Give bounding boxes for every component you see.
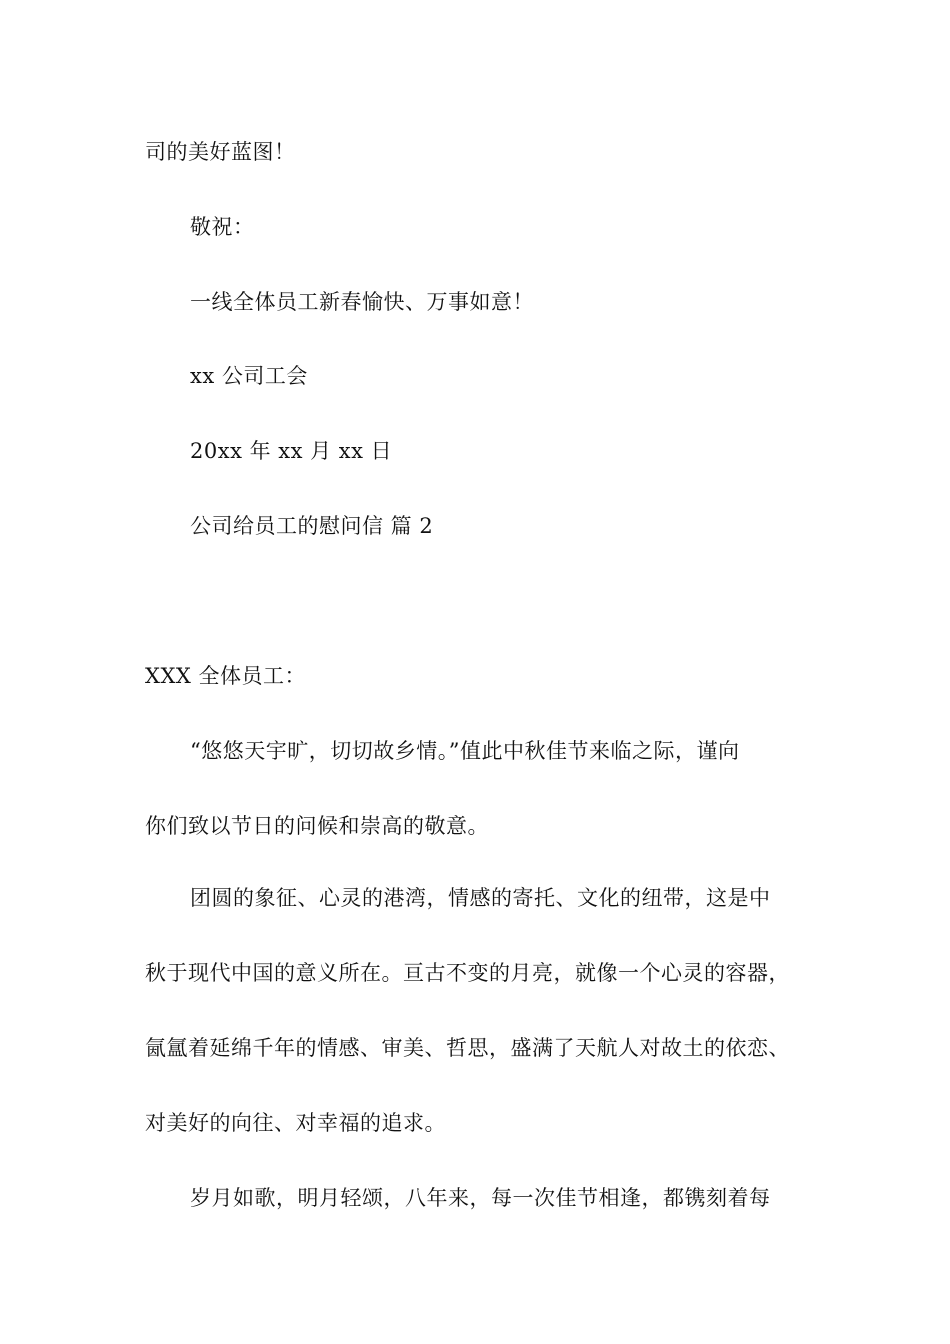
date-line: 20xx 年 xx 月 xx 日 bbox=[190, 439, 393, 463]
wishes-line: 一线全体员工新春愉快、万事如意！ bbox=[190, 290, 534, 314]
paragraph-line: 对美好的向往、对幸福的追求。 bbox=[145, 1111, 446, 1135]
paragraph-line: 秋于现代中国的意义所在。亘古不变的月亮，就像一个心灵的容器， bbox=[145, 961, 790, 985]
paragraph-line: “悠悠天宇旷，切切故乡情。”值此中秋佳节来临之际，谨向 bbox=[190, 739, 740, 763]
signature-line: xx 公司工会 bbox=[190, 364, 308, 388]
paragraph-line: 氤氲着延绵千年的情感、审美、哲思，盛满了天航人对故土的依恋、 bbox=[145, 1036, 790, 1060]
paragraph-line: 你们致以节日的问候和崇高的敬意。 bbox=[145, 814, 489, 838]
section-title: 公司给员工的慰问信 篇 2 bbox=[190, 514, 434, 538]
greeting-line: XXX 全体员工： bbox=[145, 664, 307, 688]
paragraph-line: 团圆的象征、心灵的港湾，情感的寄托、文化的纽带，这是中 bbox=[190, 886, 771, 910]
paragraph-line: 司的美好蓝图！ bbox=[145, 140, 296, 164]
paragraph-line: 岁月如歌，明月轻颂，八年来，每一次佳节相逢，都镌刻着每 bbox=[190, 1186, 771, 1210]
salutation-line: 敬祝： bbox=[190, 215, 255, 239]
